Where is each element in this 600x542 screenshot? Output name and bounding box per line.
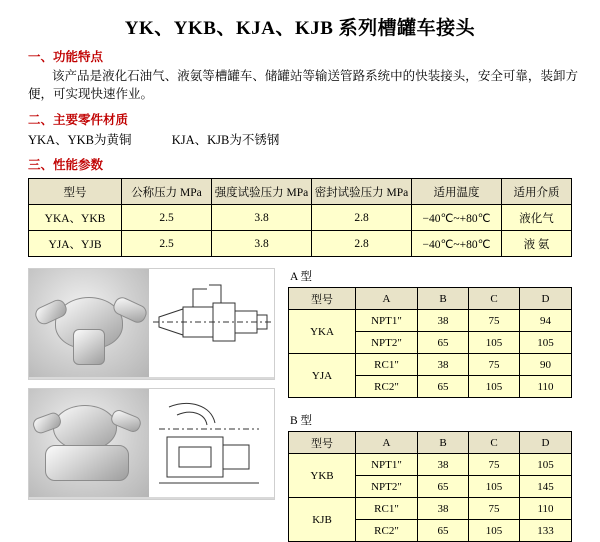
- page-title: YK、YKB、KJA、KJB 系列槽罐车接头: [124, 18, 476, 39]
- table-header-row: [289, 288, 572, 310]
- cell-a: NPT1": [356, 454, 418, 476]
- table-header-row: [289, 432, 572, 454]
- col-seal-test-pressure: 密封试验压力 MPa: [312, 179, 412, 205]
- cell-model: YKB: [289, 454, 356, 498]
- table-row: [289, 310, 572, 332]
- cell-a: NPT1": [356, 310, 418, 332]
- materials-line: [28, 130, 600, 148]
- material-stainless: KJA、KJB为不锈钢: [171, 133, 280, 148]
- cell-medium: 液 氨: [502, 231, 572, 257]
- label-type-a: A 型: [290, 271, 313, 283]
- figure-type-b: [28, 388, 275, 500]
- cell-c: 75: [469, 310, 520, 332]
- cell-c: 75: [469, 454, 520, 476]
- table-row: [289, 354, 572, 376]
- cell-d: 105: [520, 332, 572, 354]
- cell-model: YJA、YJB: [29, 231, 122, 257]
- col-c: C: [469, 288, 520, 310]
- cell-a: RC2": [356, 376, 418, 398]
- col-medium: 适用介质: [502, 179, 572, 205]
- table-header-row: [29, 179, 572, 205]
- cell-c: 105: [469, 376, 520, 398]
- col-a: A: [356, 288, 418, 310]
- table-row: [289, 498, 572, 520]
- cell-b: 38: [418, 354, 469, 376]
- performance-table: [28, 178, 572, 257]
- drawing-coupling-a: [149, 269, 274, 377]
- cell-a: NPT2": [356, 332, 418, 354]
- col-strength-test-pressure: 强度试验压力 MPa: [212, 179, 312, 205]
- cell-nominal-pressure: 2.5: [122, 205, 212, 231]
- col-b: B: [418, 288, 469, 310]
- cell-strength-test-pressure: 3.8: [212, 231, 312, 257]
- cell-nominal-pressure: 2.5: [122, 231, 212, 257]
- line-drawing-b: [149, 389, 274, 497]
- cell-b: 65: [418, 376, 469, 398]
- section-heading-features: 一、功能特点: [28, 50, 104, 64]
- col-a: A: [356, 432, 418, 454]
- cell-d: 105: [520, 454, 572, 476]
- col-model: 型号: [289, 288, 356, 310]
- features-text: 该产品是液化石油气、液氨等槽罐车、储罐站等输送管路系统中的快装接头，安全可靠，装卸方便，可实现快速作业。: [28, 69, 578, 102]
- col-model: 型号: [289, 432, 356, 454]
- cell-model: KJB: [289, 498, 356, 542]
- cell-medium: 液化气: [502, 205, 572, 231]
- col-d: D: [520, 288, 572, 310]
- cell-a: RC2": [356, 520, 418, 542]
- col-nominal-pressure: 公称压力 MPa: [122, 179, 212, 205]
- photo-coupling-b: [29, 389, 149, 497]
- cell-b: 38: [418, 498, 469, 520]
- cell-model: YKA、YKB: [29, 205, 122, 231]
- cell-c: 75: [469, 354, 520, 376]
- cell-d: 110: [520, 376, 572, 398]
- col-temperature: 适用温度: [412, 179, 502, 205]
- cell-temperature: −40℃~+80℃: [412, 231, 502, 257]
- line-drawing-a: [149, 269, 274, 377]
- cell-d: 90: [520, 354, 572, 376]
- cell-model: YKA: [289, 310, 356, 354]
- cell-d: 145: [520, 476, 572, 498]
- cell-strength-test-pressure: 3.8: [212, 205, 312, 231]
- performance-table-wrap: [28, 178, 600, 257]
- figures-column: [28, 268, 273, 508]
- label-type-b: B 型: [290, 415, 313, 427]
- cell-b: 38: [418, 310, 469, 332]
- cell-seal-test-pressure: 2.8: [312, 205, 412, 231]
- cell-b: 38: [418, 454, 469, 476]
- cell-b: 65: [418, 520, 469, 542]
- cell-c: 105: [469, 332, 520, 354]
- cell-a: RC1": [356, 498, 418, 520]
- cell-c: 105: [469, 476, 520, 498]
- section-heading-materials: 二、主要零件材质: [28, 113, 129, 128]
- dimension-tables: [288, 268, 573, 542]
- cell-model: YJA: [289, 354, 356, 398]
- cell-temperature: −40℃~+80℃: [412, 205, 502, 231]
- col-c: C: [469, 432, 520, 454]
- col-b: B: [418, 432, 469, 454]
- photo-coupling-a: [29, 269, 149, 377]
- cell-d: 133: [520, 520, 572, 542]
- dimension-table-a: [288, 287, 572, 398]
- cell-a: NPT2": [356, 476, 418, 498]
- col-model: 型号: [29, 179, 122, 205]
- cell-c: 75: [469, 498, 520, 520]
- cell-a: RC1": [356, 354, 418, 376]
- table-row: [29, 205, 572, 231]
- cell-seal-test-pressure: 2.8: [312, 231, 412, 257]
- cell-d: 110: [520, 498, 572, 520]
- drawing-coupling-b: [149, 389, 274, 497]
- cell-c: 105: [469, 520, 520, 542]
- figure-type-a: [28, 268, 275, 380]
- cell-d: 94: [520, 310, 572, 332]
- cell-b: 65: [418, 476, 469, 498]
- table-row: [289, 454, 572, 476]
- material-brass: YKA、YKB为黄铜: [28, 133, 132, 148]
- dimension-table-b: [288, 431, 572, 542]
- cell-b: 65: [418, 332, 469, 354]
- table-row: [29, 231, 572, 257]
- col-d: D: [520, 432, 572, 454]
- section-heading-performance: 三、性能参数: [28, 158, 104, 173]
